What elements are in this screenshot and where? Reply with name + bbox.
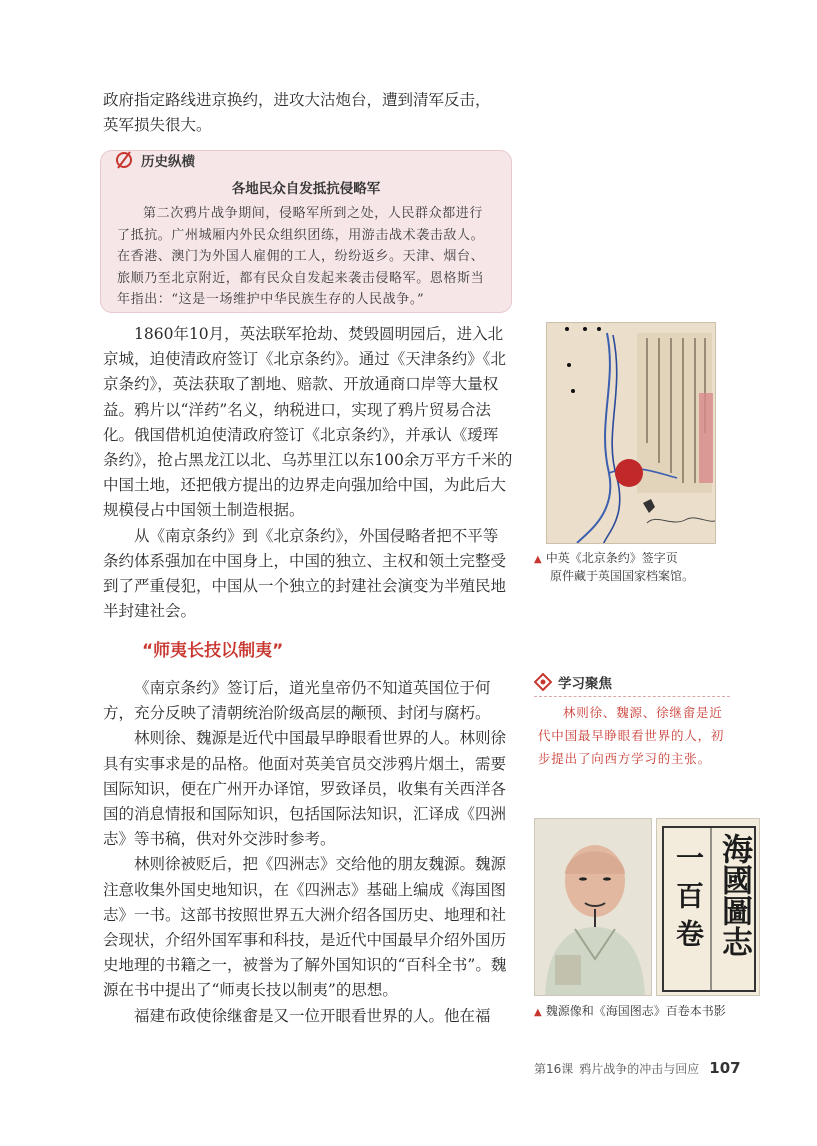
- book-title-right-column: 海國圖志: [716, 833, 752, 957]
- history-callout-box: [100, 150, 512, 313]
- paragraph-wei-yuan: 林则徐被贬后，把《四洲志》交给他的朋友魏源。魏源注意收集外国史地知识，在《四洲志》基础上编成《海国图志》一书。这部书按照世界五大洲介绍各国历史、地理和社会现状，介绍外国军事和科技，是近代中国最早介绍外国历史地理的书籍之一，被誉为了解外国知识的“百科全书”。魏源在书中提出了“师夷长技以制夷”的思想。: [103, 855, 507, 1000]
- top-paragraph: [103, 88, 513, 138]
- page-number: 107: [709, 1059, 741, 1077]
- history-swirl-icon: [113, 149, 135, 171]
- footer-lesson: 第16课: [534, 1062, 574, 1076]
- sidebar-body: 林则徐、魏源、徐继畬是近代中国最早睁眼看世界的人，初步提出了向西方学习的主张。: [538, 705, 725, 766]
- treaty-signature-page-image: [546, 322, 716, 544]
- section-heading: “师夷长技以制夷”: [142, 641, 284, 661]
- page-footer: [534, 1059, 741, 1077]
- callout-title: 各地民众自发抵抗侵略军: [231, 181, 381, 197]
- top-text-line2: 英军损失很大。: [103, 116, 212, 135]
- wei-yuan-portrait-illustration: [535, 819, 652, 996]
- middle-paragraphs: [103, 322, 513, 624]
- footer-title: 鸦片战争的冲击与回应: [579, 1062, 700, 1076]
- haiguo-tuzhi-book-cover-image: [656, 818, 760, 996]
- wei-yuan-image-caption: [534, 1003, 764, 1021]
- caption-triangle-icon: ▲: [534, 554, 542, 565]
- paragraph-beijing-treaty: 1860年10月，英法联军抢劫、焚毁圆明园后，进入北京城，迫使清政府签订《北京条约》。通过《天津条约》《北京条约》，英法获取了割地、赔款、开放通商口岸等大量权益。鸦片以“洋药”名义，纳税进口，实现了鸦片贸易合法化。俄国借机迫使清政府签订《北京条约》，并承认《瑷珲条约》，抢占黑龙江以北、乌苏里江以东100余万平方千米的中国土地，还把俄方提出的边界走向强加给中国，为此后大规模侵占中国领土制造根据。: [103, 325, 513, 520]
- wei-yuan-portrait-image: [534, 818, 652, 996]
- callout-tag: [113, 149, 195, 171]
- bottom-paragraphs: [103, 676, 513, 1029]
- paragraph-lin-zexu: 林则徐、魏源是近代中国最早睁眼看世界的人。林则徐具有实事求是的品格。他面对英美官员交涉鸦片烟土，需要国际知识，便在广州开办译馆，罗致译员，收集有关西洋各国的消息情报和国际知识，包括国际法知识，汇译成《四洲志》等书稿，供对外交涉时参考。: [103, 729, 507, 849]
- treaty-caption-line2: 原件藏于英国国家档案馆。: [550, 569, 695, 583]
- paragraph-xu-jiyu: 福建布政使徐继畬是又一位开眼看世界的人。他在福: [134, 1006, 491, 1025]
- callout-tag-label: 历史纵横: [141, 154, 195, 170]
- book-title-left-column: 一百卷: [672, 843, 705, 957]
- paragraph-semi-colonial: 从《南京条约》到《北京条约》，外国侵略者把不平等条约体系强加在中国身上，中国的独立、主权和领土完整受到了严重侵犯，中国从一个独立的封建社会演变为半殖民地半封建社会。: [103, 526, 507, 621]
- treaty-illustration: [547, 323, 716, 544]
- focus-target-icon: [534, 673, 552, 691]
- callout-body: 第二次鸦片战争期间，侵略军所到之处，人民群众都进行了抵抗。广州城厢内外民众组织团练，用游击战术袭击敌人。在香港、澳门为外国人雇佣的工人，纷纷返乡。天津、烟台、旅顺乃至北京附近，都有民众自发起来袭击侵略军。恩格斯当年指出：“这是一场维护中华民族生存的人民战争。”: [117, 206, 485, 307]
- study-focus-sidebar: [534, 672, 730, 796]
- top-text-line1: 政府指定路线进京换约，进攻大沽炮台，遭到清军反击，: [103, 91, 491, 109]
- sidebar-title: 学习聚焦: [558, 676, 612, 692]
- wei-caption-text: 魏源像和《海国图志》百卷本书影: [545, 1004, 726, 1018]
- sidebar-header: [534, 672, 730, 697]
- treaty-caption-line1: 中英《北京条约》签字页: [545, 551, 678, 565]
- treaty-image-caption: [534, 550, 734, 585]
- paragraph-daoguang: 《南京条约》签订后，道光皇帝仍不知道英国位于何方，充分反映了清朝统治阶级高层的颟顸、封闭与腐朽。: [103, 679, 491, 723]
- caption-triangle-icon: ▲: [534, 1007, 542, 1018]
